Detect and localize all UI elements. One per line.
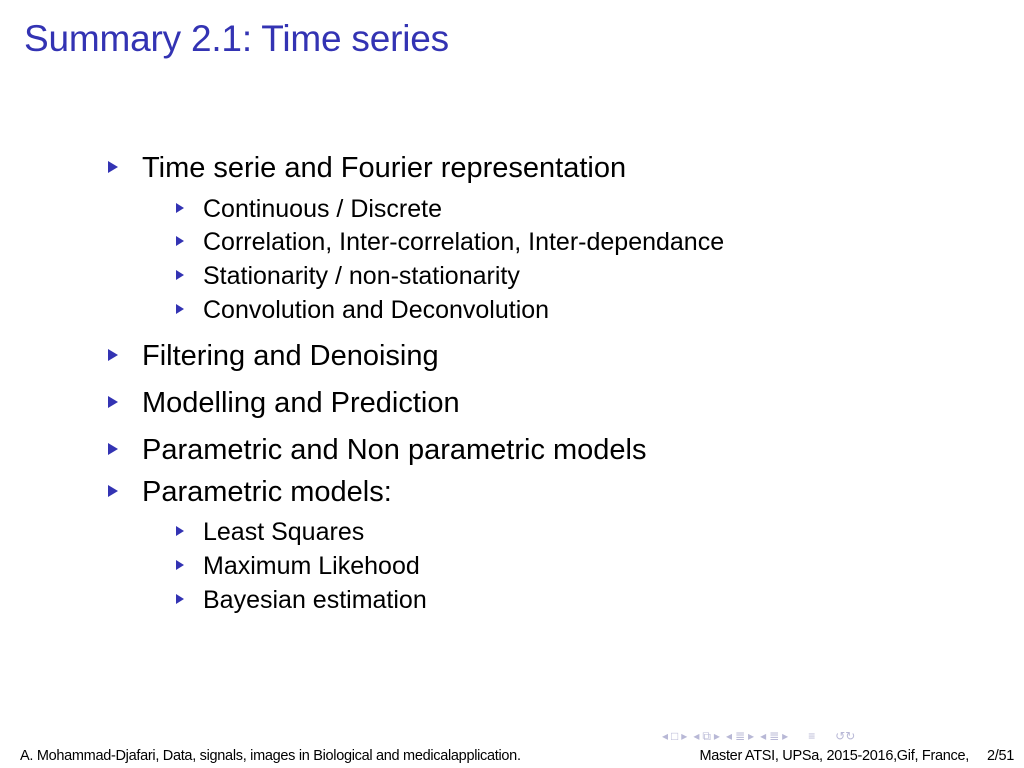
triangle-bullet-icon [108,161,118,173]
triangle-bullet-icon [108,485,118,497]
nav-frame-icon[interactable]: ⧉ [702,729,711,743]
list-item [176,262,520,291]
triangle-bullet-icon [176,526,184,536]
list-item [108,434,646,467]
nav-prev-icon[interactable]: ◂ [725,729,732,743]
nav-next-icon[interactable]: ▸ [713,729,720,743]
list-item [176,518,364,547]
list-item-text: Modelling and Prediction [142,387,460,419]
list-item-text: Maximum Likehood [203,552,420,580]
nav-search-icon[interactable]: ↺↻ [835,729,856,743]
list-item-text: Parametric and Non parametric models [142,434,647,466]
list-item-text: Time serie and Fourier representation [142,152,627,184]
list-item-text: Correlation, Inter-correlation, Inter-dependance [203,228,725,256]
list-item [108,340,439,373]
triangle-bullet-icon [176,203,184,213]
nav-prev-icon[interactable]: ◂ [760,729,767,743]
list-item [108,152,626,185]
list-item-text: Filtering and Denoising [142,340,439,372]
triangle-bullet-icon [108,349,118,361]
footer-course: Master ATSI, UPSa, 2015-2016,Gif, France, [699,748,969,764]
list-item [176,586,427,615]
list-item-text: Convolution and Deconvolution [203,296,550,324]
list-item-text: Continuous / Discrete [203,195,443,223]
list-item [108,476,392,509]
list-item [108,387,460,420]
triangle-bullet-icon [176,560,184,570]
triangle-bullet-icon [176,236,184,246]
triangle-bullet-icon [108,396,118,408]
list-item-text: Stationarity / non-stationarity [203,262,520,290]
list-item [176,195,442,224]
nav-prev-icon[interactable]: ◂ [662,729,669,743]
triangle-bullet-icon [176,304,184,314]
list-item-text: Least Squares [203,518,365,546]
slide-footer [20,748,1014,764]
list-item-text: Parametric models: [142,476,392,508]
triangle-bullet-icon [176,270,184,280]
beamer-navigation [662,728,855,744]
slide-title: Summary 2.1: Time series [24,18,449,59]
nav-align-icon[interactable]: ≡ [808,729,816,743]
nav-next-icon[interactable]: ▸ [681,729,688,743]
nav-subsection-icon[interactable]: ≣ [734,729,746,743]
nav-slide-icon[interactable]: □ [671,729,679,743]
list-item-text: Bayesian estimation [203,586,427,614]
nav-next-icon[interactable]: ▸ [748,729,755,743]
nav-prev-icon[interactable]: ◂ [693,729,700,743]
nav-next-icon[interactable]: ▸ [782,729,789,743]
footer-author: A. Mohammad-Djafari, Data, signals, images in Biological and medicalapplication. [20,748,521,764]
list-item [176,228,724,257]
list-item [176,552,420,581]
triangle-bullet-icon [176,594,184,604]
triangle-bullet-icon [108,443,118,455]
nav-section-icon[interactable]: ≣ [769,729,780,743]
list-item [176,296,549,325]
footer-page-number: 2/51 [986,748,1014,764]
